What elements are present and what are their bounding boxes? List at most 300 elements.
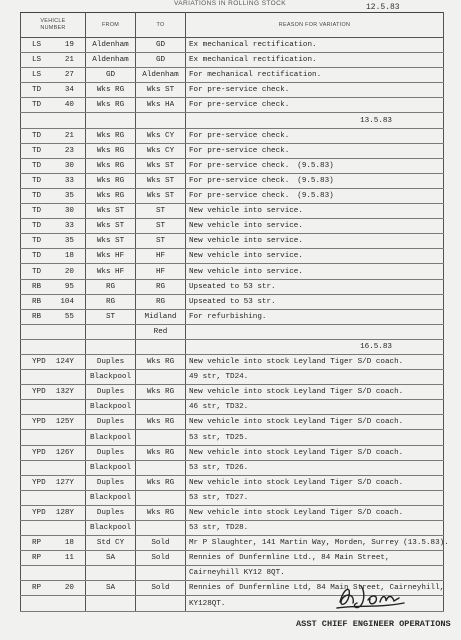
table-row [21, 370, 444, 385]
to-cell [136, 370, 186, 385]
vehicle-number [21, 175, 85, 188]
vehicle-number [21, 386, 85, 399]
to-value: ST [155, 222, 166, 231]
reason-cell [186, 173, 444, 188]
from-cell [86, 294, 136, 309]
reason-text: Rennies of Dunfermline Ltd, 84 Main Street, Cairneyhill, [189, 584, 445, 593]
reason-cell [186, 324, 444, 339]
vehicle-code: YPD [32, 418, 46, 427]
vehicle-code: YPD [32, 388, 46, 397]
from-cell [86, 415, 136, 430]
from-value: Blackpool [89, 493, 131, 502]
from-cell [86, 143, 136, 158]
date-heading: 16.5.83 [360, 342, 392, 351]
table-row [21, 294, 444, 309]
vehicle-num: 35 [64, 192, 74, 201]
to-cell [136, 264, 186, 279]
reason-text: For pre-service check. [189, 131, 290, 140]
from-cell [86, 339, 136, 354]
reason-note: (9.5.83) [297, 176, 334, 185]
reason-text: Ex mechanical rectification. [189, 41, 317, 50]
vehicle-number [21, 266, 85, 279]
reason-cell [186, 445, 444, 460]
reason-cell [186, 98, 444, 113]
from-value: Duples [96, 448, 125, 457]
reason-cell [186, 536, 449, 551]
reason-cell [186, 234, 444, 249]
from-value: Duples [96, 478, 125, 487]
reason-text: For pre-service check. [189, 101, 290, 110]
to-cell [136, 324, 186, 339]
from-value: Aldenham [92, 56, 129, 65]
vehicle-code: TD [32, 146, 42, 155]
header-vehicle-number [21, 13, 86, 38]
header-vehicle-line2: NUMBER [40, 25, 66, 31]
vehicle-number-cell [21, 204, 86, 219]
vehicle-number [21, 356, 85, 369]
vehicle-num: 124Y [55, 358, 74, 367]
vehicle-number [21, 130, 85, 143]
vehicle-number [21, 447, 85, 460]
from-cell [86, 521, 136, 536]
to-value: Wks ST [146, 176, 175, 185]
vehicle-num: 18 [64, 539, 74, 548]
from-cell [86, 173, 136, 188]
from-cell [86, 551, 136, 566]
from-value: Duples [96, 388, 125, 397]
vehicle-num: 30 [64, 161, 74, 170]
vehicle-code: RP [32, 539, 42, 548]
from-cell [86, 128, 136, 143]
vehicle-number-cell [21, 460, 86, 475]
reason-cell [186, 264, 444, 279]
reason-text: For pre-service check. [189, 161, 290, 170]
vehicle-number [21, 69, 85, 82]
vehicle-number-cell [21, 566, 86, 581]
table-row [21, 264, 444, 279]
reason-text: Ex mechanical rectification. [189, 56, 317, 65]
vehicle-code: RP [32, 554, 42, 563]
vehicle-code: LS [32, 41, 42, 50]
reason-text: 53 str, TD28. [189, 524, 249, 533]
vehicle-code: TD [32, 192, 42, 201]
vehicle-code: YPD [32, 448, 46, 457]
from-value: SA [105, 584, 116, 593]
from-value: Wks HF [96, 267, 125, 276]
vehicle-num: 127Y [55, 478, 74, 487]
reason-text: Upseated to 53 str. [189, 297, 276, 306]
header-from: FROM [86, 13, 136, 38]
vehicle-number [21, 250, 85, 263]
vehicle-num: 11 [64, 554, 74, 563]
vehicle-code: LS [32, 71, 42, 80]
reason-cell [186, 415, 444, 430]
reason-text: New vehicle into service. [189, 222, 303, 231]
from-value: ST [105, 312, 116, 321]
vehicle-number-cell [21, 188, 86, 203]
vehicle-num: 30 [64, 207, 74, 216]
vehicle-number-cell [21, 551, 86, 566]
to-cell [136, 460, 186, 475]
from-cell [86, 596, 136, 611]
to-cell [136, 38, 186, 53]
reason-text: 46 str, TD32. [189, 403, 249, 412]
reason-cell [186, 68, 444, 83]
vehicle-code: YPD [32, 509, 46, 517]
date-heading: 13.5.83 [360, 116, 392, 125]
vehicle-num: 132Y [55, 388, 74, 397]
to-cell [136, 188, 186, 203]
from-value: RG [105, 297, 116, 306]
rolling-stock-table [20, 12, 449, 612]
to-cell [136, 400, 186, 415]
from-cell [86, 83, 136, 98]
from-value: Wks RG [96, 161, 125, 170]
to-value: ST [155, 207, 166, 216]
reason-text: KY128QT. [189, 599, 226, 608]
to-cell [136, 53, 186, 68]
table-row [21, 158, 444, 173]
reason-text: For refurbishing. [189, 312, 267, 321]
header-row [21, 13, 444, 38]
to-cell [136, 98, 186, 113]
vehicle-num: 21 [64, 56, 74, 65]
reason-text: Upseated to 53 str. [189, 282, 276, 291]
to-cell [136, 204, 186, 219]
reason-text: New vehicle into stock Leyland Tiger S/D coach. [189, 388, 404, 397]
table-row [21, 249, 444, 264]
vehicle-code: LS [32, 56, 42, 65]
to-value: Midland [144, 312, 177, 321]
table-body [21, 38, 449, 612]
to-cell [136, 490, 186, 505]
reason-cell [186, 143, 444, 158]
from-value: Wks RG [96, 101, 125, 110]
from-cell [86, 354, 136, 369]
to-value: Wks RG [146, 478, 175, 487]
from-cell [86, 249, 136, 264]
vehicle-number-cell [21, 128, 86, 143]
reason-text: New vehicle into stock Leyland Tiger S/D coach. [189, 478, 404, 487]
vehicle-num: 95 [64, 282, 74, 291]
reason-text: Mr P Slaughter, 141 Martin Way, Morden, Surrey (13.5.83). [189, 539, 449, 548]
table-row [21, 38, 444, 53]
reason-text: New vehicle into service. [189, 267, 303, 276]
table-row [21, 204, 444, 219]
from-cell [86, 309, 136, 324]
reason-note: (9.5.83) [297, 192, 334, 201]
vehicle-code: TD [32, 252, 42, 261]
vehicle-code: TD [32, 101, 42, 110]
vehicle-number [21, 477, 85, 490]
table-row [21, 83, 444, 98]
vehicle-number-cell [21, 53, 86, 68]
signatory-title: ASST CHIEF ENGINEER OPERATIONS [296, 619, 451, 629]
document-title: VARIATIONS IN ROLLING STOCK [174, 0, 286, 7]
from-cell [86, 505, 136, 520]
vehicle-code: TD [32, 237, 42, 246]
from-value: Blackpool [89, 403, 131, 412]
to-cell [136, 83, 186, 98]
to-value: HF [155, 267, 166, 276]
table-row [21, 354, 444, 369]
to-value: Wks ST [146, 86, 175, 95]
reason-cell [186, 279, 444, 294]
from-cell [86, 460, 136, 475]
vehicle-num: 20 [64, 584, 74, 593]
table-row [21, 68, 444, 83]
to-value: ST [155, 237, 166, 246]
vehicle-num: 18 [64, 252, 74, 261]
to-cell [136, 249, 186, 264]
reason-cell [186, 430, 444, 445]
to-value: Sold [151, 554, 170, 563]
from-cell [86, 490, 136, 505]
reason-cell [186, 460, 444, 475]
to-cell [136, 536, 186, 551]
to-cell [136, 505, 186, 520]
vehicle-number-cell [21, 98, 86, 113]
vehicle-number-cell [21, 415, 86, 430]
vehicle-code: YPD [32, 478, 46, 487]
to-value: Wks ST [146, 192, 175, 201]
table-row [21, 536, 444, 551]
vehicle-number-cell [21, 521, 86, 536]
vehicle-number-cell [21, 173, 86, 188]
from-cell [86, 475, 136, 490]
vehicle-num: 20 [64, 267, 74, 276]
vehicle-number-cell [21, 430, 86, 445]
vehicle-number [21, 537, 85, 550]
vehicle-number-cell [21, 536, 86, 551]
table-row [21, 234, 444, 249]
vehicle-number-cell [21, 309, 86, 324]
to-value: GD [155, 56, 166, 65]
vehicle-code: TD [32, 86, 42, 95]
vehicle-num: 126Y [55, 448, 74, 457]
to-cell [136, 339, 186, 354]
vehicle-number [21, 235, 85, 248]
table-row [21, 400, 444, 415]
vehicle-number-cell [21, 279, 86, 294]
vehicle-number [21, 296, 85, 309]
from-value: Blackpool [89, 433, 131, 442]
reason-cell [186, 354, 444, 369]
from-value: RG [105, 282, 116, 291]
header-reason: REASON FOR VARIATION [186, 13, 444, 38]
vehicle-number-cell [21, 475, 86, 490]
vehicle-number-cell [21, 158, 86, 173]
reason-text: For mechanical rectification. [189, 71, 322, 80]
from-value: Aldenham [92, 41, 129, 50]
from-value: Wks RG [96, 192, 125, 201]
from-cell [86, 113, 136, 128]
from-cell [86, 219, 136, 234]
from-cell [86, 581, 136, 596]
from-cell [86, 385, 136, 400]
reason-text: For pre-service check. [189, 86, 290, 95]
reason-text: For pre-service check. [189, 146, 290, 155]
reason-text: New vehicle into stock Leyland Tiger S/D coach. [189, 418, 404, 427]
to-cell [136, 475, 186, 490]
reason-text: New vehicle into service. [189, 252, 303, 261]
table-header [21, 13, 444, 38]
vehicle-number [21, 311, 85, 324]
vehicle-code: TD [32, 222, 42, 231]
to-cell [136, 521, 186, 536]
reason-cell [186, 158, 444, 173]
vehicle-number [21, 582, 85, 595]
vehicle-number-cell [21, 445, 86, 460]
table-row [21, 505, 444, 520]
vehicle-num: 34 [64, 86, 74, 95]
from-value: Duples [96, 358, 125, 367]
from-cell [86, 445, 136, 460]
vehicle-num: 35 [64, 237, 74, 246]
to-value: RG [155, 282, 166, 291]
to-cell [136, 158, 186, 173]
table-row [21, 324, 444, 339]
vehicle-code: RB [32, 282, 42, 291]
vehicle-number-cell [21, 581, 86, 596]
from-cell [86, 188, 136, 203]
vehicle-number [21, 552, 85, 565]
from-value: SA [105, 554, 116, 563]
reason-cell [186, 83, 444, 98]
reason-text: For pre-service check. [189, 176, 290, 185]
vehicle-number [21, 84, 85, 97]
reason-text: 53 str, TD25. [189, 433, 249, 442]
vehicle-num: 21 [64, 131, 74, 140]
from-value: Blackpool [89, 463, 131, 472]
to-value: Sold [151, 584, 170, 593]
to-cell [136, 354, 186, 369]
table-row [21, 445, 444, 460]
from-cell [86, 400, 136, 415]
to-cell [136, 113, 186, 128]
vehicle-code: RB [32, 312, 42, 321]
vehicle-num: 104 [60, 297, 74, 306]
header-vehicle-line1: VEHICLE [40, 18, 66, 24]
vehicle-number-cell [21, 324, 86, 339]
from-value: Std CY [96, 539, 125, 548]
to-cell [136, 566, 186, 581]
vehicle-number-cell [21, 354, 86, 369]
to-cell [136, 309, 186, 324]
vehicle-number [21, 190, 85, 203]
vehicle-code: TD [32, 207, 42, 216]
vehicle-number-cell [21, 385, 86, 400]
vehicle-num: 55 [64, 312, 74, 321]
vehicle-number-cell [21, 219, 86, 234]
vehicle-number-cell [21, 370, 86, 385]
date-row [21, 339, 444, 354]
from-cell [86, 430, 136, 445]
table-row [21, 475, 444, 490]
to-value: GD [155, 41, 166, 50]
reason-note: (9.5.83) [297, 161, 334, 170]
reason-cell [186, 475, 444, 490]
table-row [21, 279, 444, 294]
vehicle-num: 128Y [55, 509, 74, 517]
vehicle-number [21, 54, 85, 67]
vehicle-number [21, 416, 85, 429]
to-value: Wks HA [146, 101, 175, 110]
table-row [21, 188, 444, 203]
reason-cell [186, 53, 444, 68]
from-cell [86, 98, 136, 113]
signature [334, 577, 406, 613]
vehicle-number [21, 220, 85, 233]
from-value: Blackpool [89, 524, 131, 533]
vehicle-num: 27 [64, 71, 74, 80]
from-value: Wks RG [96, 86, 125, 95]
vehicle-num: 40 [64, 101, 74, 110]
table-row [21, 309, 444, 324]
vehicle-number-cell [21, 505, 86, 520]
to-cell [136, 581, 186, 596]
to-cell [136, 279, 186, 294]
from-cell [86, 324, 136, 339]
vehicle-num: 23 [64, 146, 74, 155]
from-value: Blackpool [89, 373, 131, 382]
vehicle-num: 33 [64, 222, 74, 231]
vehicle-code: TD [32, 131, 42, 140]
from-cell [86, 264, 136, 279]
from-cell [86, 204, 136, 219]
table-row [21, 551, 444, 566]
from-cell [86, 566, 136, 581]
reason-text: Cairneyhill KY12 8QT. [189, 569, 285, 578]
table-row [21, 385, 444, 400]
to-cell [136, 294, 186, 309]
to-cell [136, 385, 186, 400]
from-cell [86, 158, 136, 173]
from-value: GD [105, 71, 116, 80]
from-cell [86, 53, 136, 68]
vehicle-code: RP [32, 584, 42, 593]
reason-cell [186, 400, 444, 415]
from-cell [86, 536, 136, 551]
to-cell [136, 143, 186, 158]
table-row [21, 490, 444, 505]
to-value: RG [155, 297, 166, 306]
vehicle-code: YPD [32, 358, 46, 367]
vehicle-number [21, 99, 85, 112]
to-value: Wks RG [146, 448, 175, 457]
vehicle-number [21, 205, 85, 218]
from-value: Wks ST [96, 237, 125, 246]
from-cell [86, 234, 136, 249]
from-value: Wks RG [96, 176, 125, 185]
to-cell [136, 234, 186, 249]
vehicle-number-cell [21, 38, 86, 53]
reason-cell [186, 370, 444, 385]
reason-text: Rennies of Dunfermline Ltd., 84 Main Street, [189, 554, 390, 563]
header-to: TO [136, 13, 186, 38]
reason-cell [186, 309, 444, 324]
reason-cell [186, 219, 444, 234]
reason-text: 53 str, TD27. [189, 493, 249, 502]
table-row [21, 521, 444, 536]
from-cell [86, 370, 136, 385]
vehicle-number [21, 507, 85, 520]
to-cell [136, 430, 186, 445]
reason-cell [186, 385, 444, 400]
from-cell [86, 279, 136, 294]
vehicle-number [21, 145, 85, 158]
to-cell [136, 219, 186, 234]
